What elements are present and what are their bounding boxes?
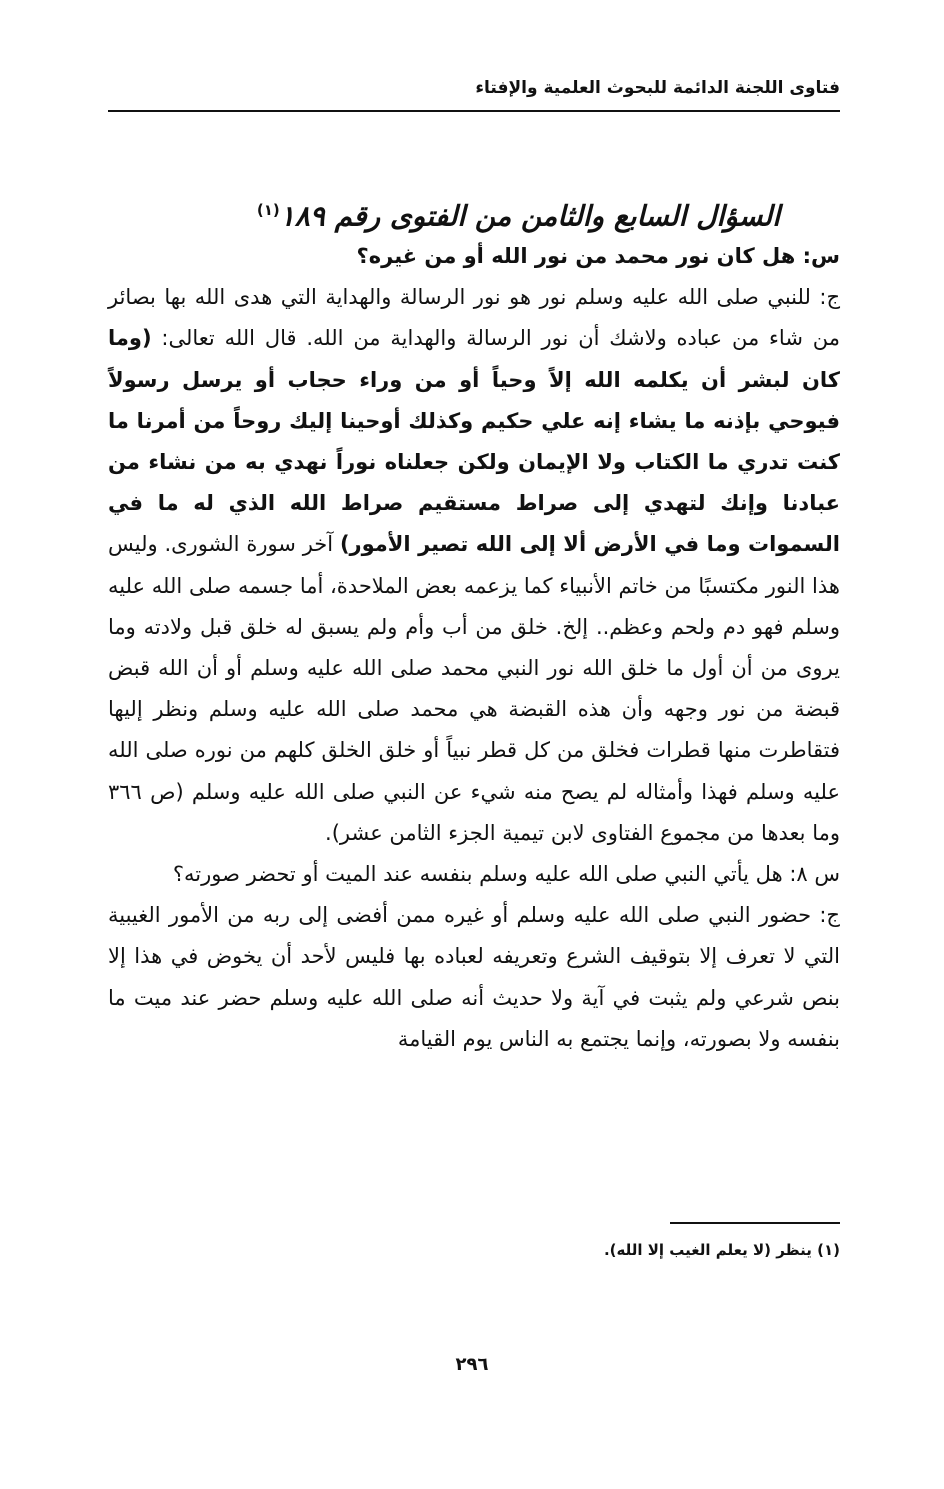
footnote-marker: (١) [256,201,280,219]
footnote: (١) ينظر (لا يعلم الغيب إلا الله). [603,1241,840,1259]
answer-7-rest: آخر سورة الشورى. وليس هذا النور مكتسبًا من خاتم الأنبياء كما يزعمه بعض الملاحدة، أما جسمه صلى الله عليه وسلم فهو دم ولحم وعظم.. إلخ. خلق من أب وأم ولم يسبق له خلق قبل ولادته وما يروى من أن أول ما خلق الله نور النبي محمد صلى الله عليه وسلم أو أن الله قبض قبضة من نور وجهه وأن هذه القبضة هي محمد صلى الله عليه وسلم ونظر إليها فتقاطرت منها قطرات فخلق من كل قطر نبياً أو خلق الخلق كلهم من نوره صلى الله عليه وسلم فهذا وأمثاله لم يصح منه شيء عن النبي صلى الله عليه وسلم (ص ٣٦٦ وما بعدها من مجموع الفتاوى لابن تيمية الجزء الثامن عشر). [108,532,840,845]
running-header-title: فتاوى اللجنة الدائمة للبحوث العلمية والإفتاء [469,76,840,100]
running-header [108,76,840,112]
page-number: ٢٩٦ [455,1354,489,1375]
question-7: س: هل كان نور محمد من نور الله أو من غيره؟ [356,244,840,268]
answer-8: ج: حضور النبي صلى الله عليه وسلم أو غيره ممن أفضى إلى ربه من الأمور الغيبية التي لا تعرف إلا بتوقيف الشرع وتعريفه لعباده بها فليس لأحد أن يخوض في هذا إلا بنص شرعي ولم يثبت في آية ولا حديث أنه صلى الله عليه وسلم حضر عند ميت ما بنفسه ولا بصورته، وإنما يجتمع به الناس يوم القيامة [108,903,840,1051]
answer-7 [108,277,840,854]
footnote-divider [670,1222,840,1224]
quran-verse: (وما كان لبشر أن يكلمه الله إلاً وحياً أو من وراء حجاب أو يرسل رسولاً فيوحي بإذنه ما يشاء إنه علي حكيم وكذلك أوحينا إليك روحاً من أمرنا ما كنت تدري ما الكتاب ولا الإيمان ولكن جعلناه نوراً نهدي به من نشاء من عبادنا وإنك لتهدي إلى صراط مستقيم صراط الله الذي له ما في السموات وما في الأرض ألا إلى الله تصير الأمور) [108,326,840,557]
section-title-text: السؤال السابع والثامن من الفتوى رقم ١٨٩ [279,199,780,233]
question-8: س ٨: هل يأتي النبي صلى الله عليه وسلم بنفسه عند الميت أو تحضر صورته؟ [172,862,840,887]
answer-7-lead: ج: للنبي صلى الله عليه وسلم نور هو نور الرسالة والهداية التي هدى الله بها بصائر من شاء من عباده ولاشك أن نور الرسالة والهداية من الله. قال الله تعالى: [108,285,840,351]
fatwa-section-title [108,188,780,232]
main-content [108,188,840,1060]
